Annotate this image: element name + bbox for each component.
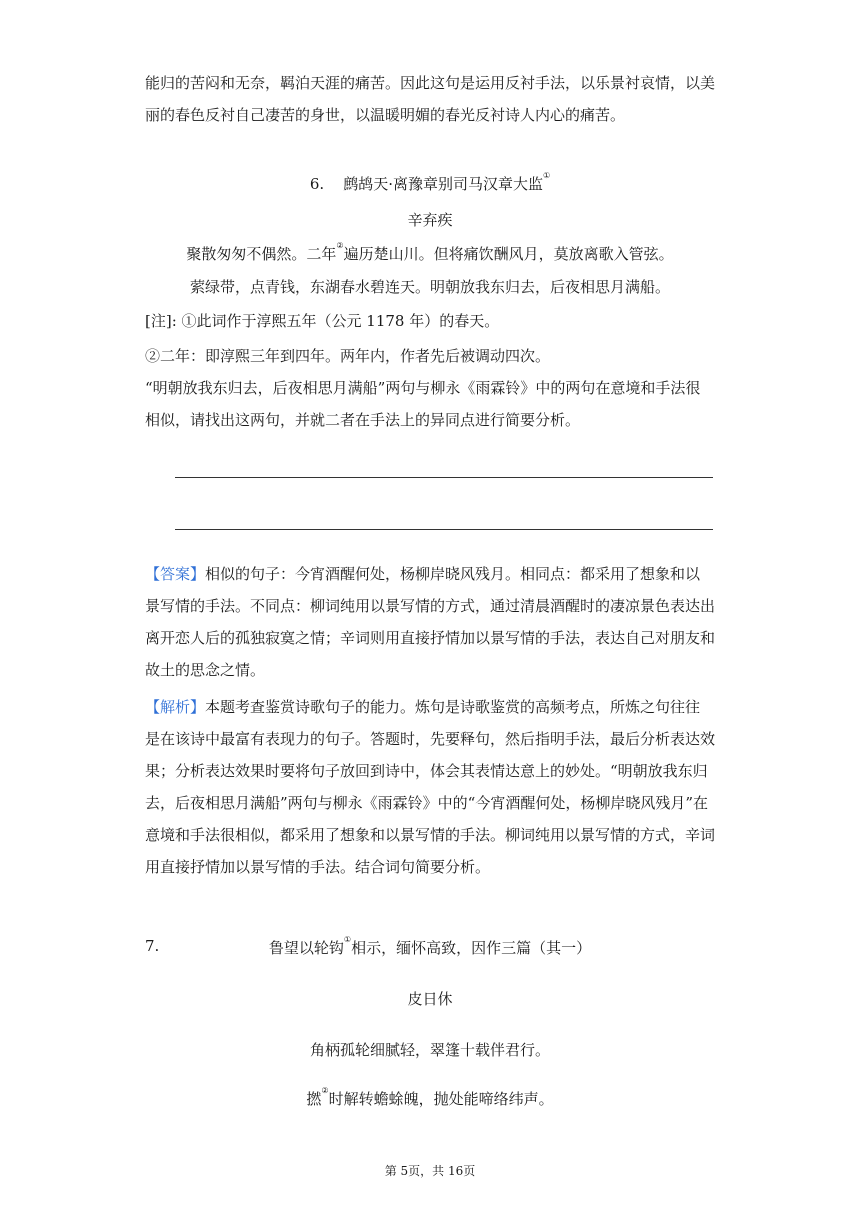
q6-question: “明朝放我东归去，后夜相思月满船”两句与柳永《雨霖铃》中的两句在意境和手法很相似，请找出这两句，并就二者在手法上的异同点进行简要分析。 (145, 379, 701, 429)
q7-poem-line-2 (0, 1088, 860, 1109)
analysis-text: 本题考查鉴赏诗歌句子的能力。炼句是诗歌鉴赏的高频考点，所炼之句往往是在该诗中最富有表现力的句子。答题时，先要释句，然后指明手法，最后分析表达效果；分析表达效果时要将句子放回到诗中，体会其表情达意上的妙处。“明朝放我东归去，后夜相思月满船”两句与柳永《雨霖铃》中的“今宵酒醒何处，杨柳岸晓风残月”在意境和手法很相似，都采用了想象和以景写情的手法。柳词纯用以景写情的方式，辛词用直接抒情加以景写情的手法。结合词句简要分析。 (145, 698, 716, 876)
q7-title-footnote-mark: ① (343, 935, 352, 944)
q6-author: 辛弃疾 (407, 211, 453, 229)
q7-poem-line-2-b: 时解转蟾蜍魄，抛处能啼络纬声。 (328, 1090, 554, 1108)
q7-poem-line-2-a: 撚 (306, 1090, 322, 1108)
q6-title-line (0, 173, 860, 194)
analysis-tag: 【解析】 (145, 698, 206, 716)
q6-poem-line-1-a: 聚散匆匆不偶然。二年 (186, 245, 337, 263)
q6-analysis (145, 691, 715, 883)
q6-title-footnote-mark: ① (543, 171, 551, 180)
page-footer: 第 5页，共 16页 (384, 1164, 476, 1178)
q6-poem-line-2: 萦绿带，点青钱，东湖春水碧连天。明朝放我东归去，后夜相思月满船。 (189, 278, 670, 296)
answer-line-2 (175, 529, 713, 530)
q6-answer (145, 558, 715, 686)
q6-number: 6. (309, 175, 325, 193)
answer-line-1 (175, 477, 713, 478)
q6-note-1: [注]: ①此词作于淳熙五年（公元 1178 年）的春天。 (145, 312, 500, 330)
q7-poem-line-1: 角柄孤轮细腻轻，翠篷十载伴君行。 (309, 1041, 550, 1059)
q7-title-b: 相示，缅怀高致，因作三篇（其一） (351, 939, 592, 957)
intro-paragraph: 能归的苦闷和无奈，羁泊天涯的痛苦。因此这句是运用反衬手法，以乐景衬哀情，以美丽的春色反衬自己凄苦的身世，以温暖明媚的春光反衬诗人内心的痛苦。 (145, 74, 716, 124)
q6-poem-line-1-b: 遍历楚山川。但将痛饮酬风月，莫放离歌入管弦。 (343, 245, 674, 263)
q7-poem-footnote-mark: ② (321, 1086, 329, 1095)
q6-title: 鹧鸪天·离豫章别司马汉章大监 (343, 175, 543, 193)
answer-text: 相似的句子：今宵酒醒何处，杨柳岸晓风残月。相同点：都采用了想象和以景写情的手法。不同点：柳词纯用以景写情的方式，通过清晨酒醒时的凄凉景色表达出离开恋人后的孤独寂寞之情；辛词则用直接抒情加以景写情的手法，表达自己对朋友和故土的思念之情。 (145, 565, 716, 679)
q6-poem-footnote-mark: ② (336, 241, 344, 250)
q7-title-a: 鲁望以轮钩 (268, 939, 344, 957)
q7-number: 7. (145, 937, 160, 955)
answer-tag: 【答案】 (145, 565, 206, 583)
q6-poem-line-1 (0, 243, 860, 264)
q7-title (0, 937, 860, 958)
q7-author: 皮日休 (407, 990, 453, 1008)
q6-note-2: ②二年：即淳熙三年到四年。两年内，作者先后被调动四次。 (145, 347, 551, 365)
